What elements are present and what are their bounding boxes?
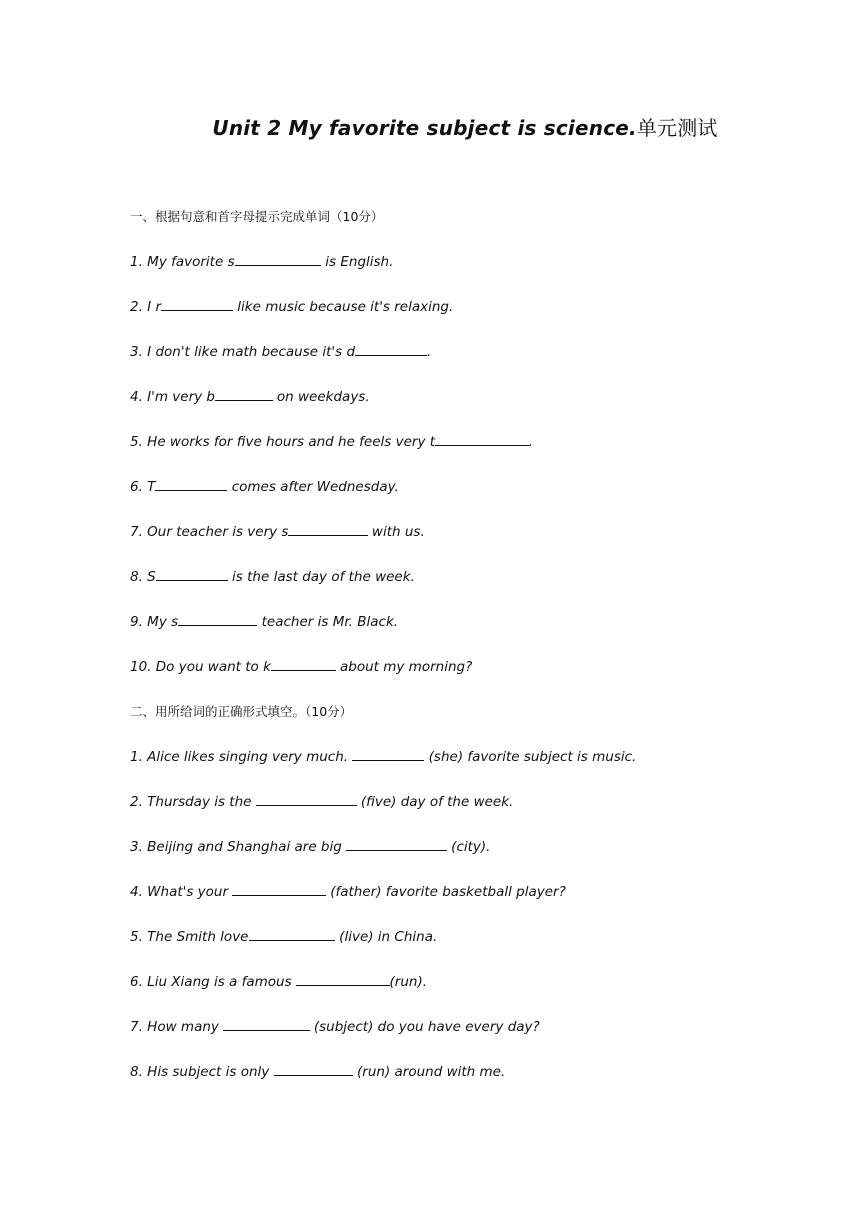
section1-question-6: [130, 473, 770, 518]
section1-question-4: [130, 383, 770, 428]
question-text-before: 6. T: [130, 479, 156, 495]
question-text-before: 4. I'm very b: [130, 389, 216, 405]
question-text-before: 1. Alice likes singing very much.: [130, 749, 353, 765]
section1-question-2: [130, 293, 770, 338]
answer-blank[interactable]: [156, 566, 228, 581]
section1-question-8: [130, 563, 770, 608]
question-text-before: 5. The Smith love: [130, 929, 249, 945]
answer-blank[interactable]: [232, 881, 326, 896]
answer-blank[interactable]: [271, 656, 336, 671]
section1-question-7: [130, 518, 770, 563]
answer-blank[interactable]: [355, 341, 427, 356]
question-text-after: teacher is Mr. Black.: [257, 614, 399, 630]
question-text-after: like music because it's relaxing.: [233, 299, 454, 315]
section2-question-6: [130, 968, 770, 1013]
question-text-before: 8. S: [130, 569, 156, 585]
question-text-before: 3. I don't like math because it's d: [130, 344, 356, 360]
answer-blank[interactable]: [235, 251, 321, 266]
question-text-after: (she) favorite subject is music.: [424, 749, 637, 765]
answer-blank[interactable]: [178, 611, 257, 626]
title-english: Unit 2 My favorite subject is science.: [212, 116, 637, 140]
answer-blank[interactable]: [215, 386, 273, 401]
section2-question-4: [130, 878, 770, 923]
title-chinese: 单元测试: [636, 116, 718, 140]
answer-blank[interactable]: [274, 1061, 353, 1076]
answer-blank[interactable]: [296, 971, 390, 986]
question-text-before: 5. He works for five hours and he feels very t: [130, 434, 436, 450]
section2-question-3: [130, 833, 770, 878]
question-text-after: comes after Wednesday.: [227, 479, 399, 495]
answer-blank[interactable]: [352, 746, 424, 761]
section1-question-9: [130, 608, 770, 653]
answer-blank[interactable]: [435, 431, 529, 446]
question-text-after: is the last day of the week.: [227, 569, 415, 585]
answer-blank[interactable]: [223, 1016, 309, 1031]
section2-heading: 二、用所给词的正确形式填空。（10分）: [130, 704, 353, 719]
question-text-before: 7. Our teacher is very s: [130, 524, 289, 540]
question-text-after: (city).: [446, 839, 491, 855]
answer-blank[interactable]: [249, 926, 335, 941]
question-text-after: (father) favorite basketball player?: [325, 884, 566, 900]
question-text-after: about my morning?: [335, 659, 473, 675]
question-text-after: (subject) do you have every day?: [309, 1019, 540, 1035]
section2-question-1: [130, 743, 770, 788]
section1-question-3: [130, 338, 770, 383]
section2-question-2: [130, 788, 770, 833]
section1-question-10: [130, 653, 770, 698]
section2-question-5: [130, 923, 770, 968]
question-text-after: (live) in China.: [334, 929, 438, 945]
answer-blank[interactable]: [256, 791, 357, 806]
question-text-before: 6. Liu Xiang is a famous: [130, 974, 296, 990]
question-text-before: 2. I r: [130, 299, 161, 315]
question-text-before: 1. My favorite s: [130, 254, 235, 270]
question-text-before: 7. How many: [130, 1019, 224, 1035]
question-text-before: 8. His subject is only: [130, 1064, 274, 1080]
section1-heading: 一、根据句意和首字母提示完成单词（10分）: [130, 209, 384, 224]
exercise-content: [130, 203, 770, 1103]
question-text-before: 3. Beijing and Shanghai are big: [130, 839, 347, 855]
question-text-after: with us.: [367, 524, 425, 540]
answer-blank[interactable]: [346, 836, 447, 851]
section1-question-5: [130, 428, 770, 473]
question-text-after: .: [427, 344, 432, 360]
page-title: [0, 112, 860, 141]
question-text-after: (run) around with me.: [352, 1064, 506, 1080]
section1-question-1: [130, 248, 770, 293]
question-text-before: 9. My s: [130, 614, 179, 630]
answer-blank[interactable]: [161, 296, 233, 311]
section2-question-7: [130, 1013, 770, 1058]
question-text-after: .: [528, 434, 533, 450]
answer-blank[interactable]: [155, 476, 227, 491]
section2-items: [130, 743, 770, 1103]
question-text-after: (run).: [389, 974, 428, 990]
question-text-before: 4. What's your: [130, 884, 233, 900]
question-text-after: is English.: [321, 254, 394, 270]
answer-blank[interactable]: [288, 521, 367, 536]
section1-items: [130, 248, 770, 698]
section2-question-8: [130, 1058, 770, 1103]
question-text-before: 2. Thursday is the: [130, 794, 256, 810]
question-text-after: on weekdays.: [272, 389, 370, 405]
question-text-after: (five) day of the week.: [356, 794, 514, 810]
question-text-before: 10. Do you want to k: [130, 659, 271, 675]
